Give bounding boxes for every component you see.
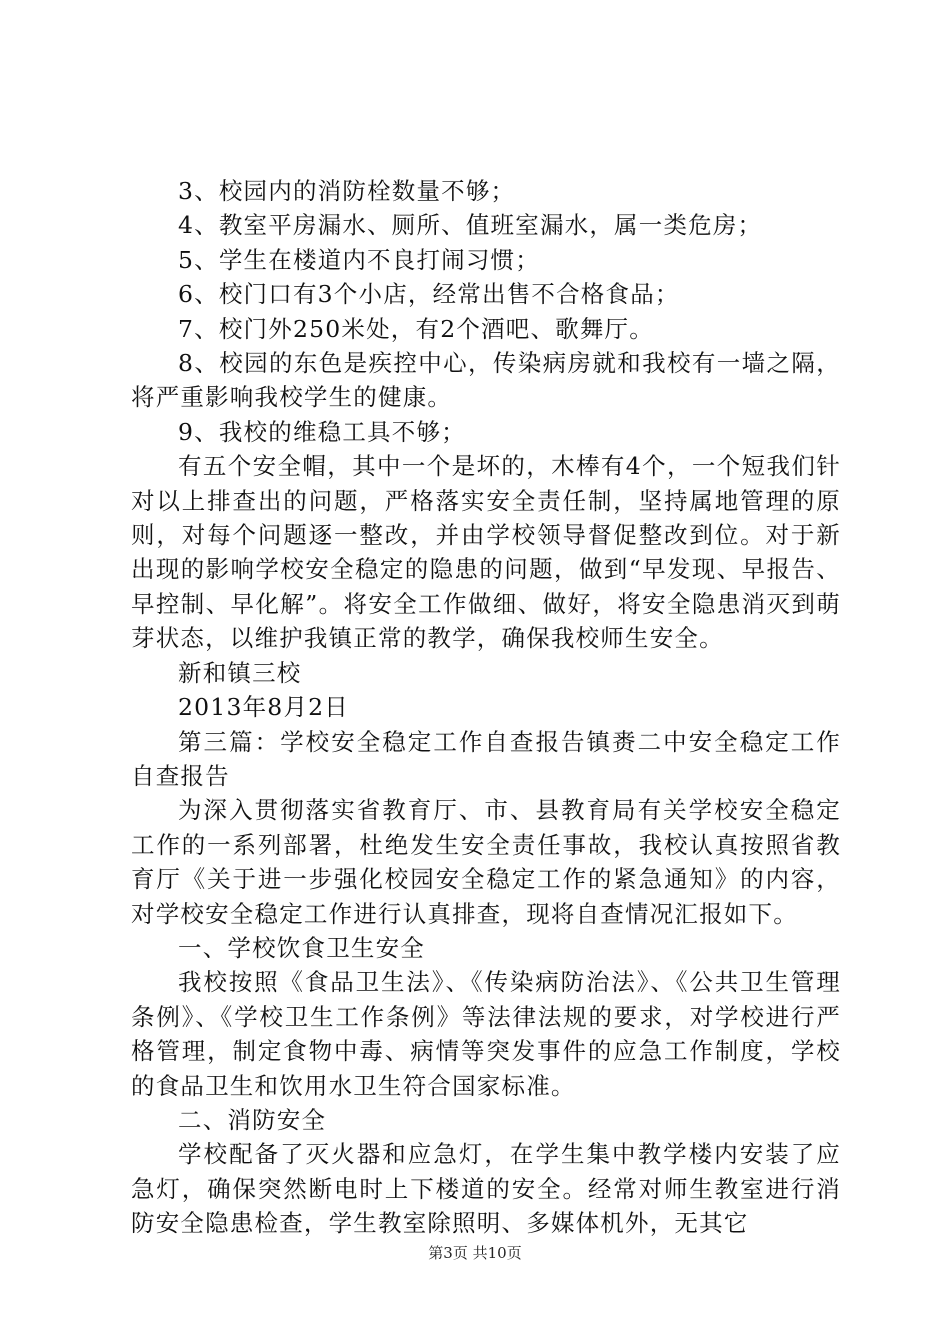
list-item-8: 8、校园的东色是疾控中心，传染病房就和我校有一墙之隔，将严重影响我校学生的健康。 (131, 349, 841, 412)
list-item-3: 3、校园内的消防栓数量不够； (178, 177, 516, 205)
page-number-label: 第3页 共10页 (428, 1244, 522, 1262)
rectification-paragraph: 有五个安全帽，其中一个是坏的，木棒有4个，一个短我们针对以上排查出的问题，严格落实安全责任制，坚持属地管理的原则，对每个问题逐一整改，并由学校领导督促整改到位。对于新出现的影响学校安全稳定的隐患的问题，做到“早发现、早报告、早控制、早化解”。将安全工作做细、做好，将安全隐患消灭到萌芽状态，以维护我镇正常的教学，确保我校师生安全。 (131, 452, 841, 653)
food-safety-paragraph: 我校按照《食品卫生法》、《传染病防治法》、《公共卫生管理条例》、《学校卫生工作条例》等法律法规的要求，对学校进行严格管理，制定食物中毒、病情等突发事件的应急工作制度，学校的食品卫生和饮用水卫生符合国家标准。 (131, 968, 841, 1100)
signature-date: 2013年8月2日 (178, 693, 350, 722)
heading-fire-safety: 二、消防安全 (178, 1105, 327, 1134)
section-title: 第三篇：学校安全稳定工作自查报告镇赉二中安全稳定工作自查报告 (131, 727, 841, 790)
signature-school: 新和镇三校 (178, 658, 302, 687)
intro-paragraph: 为深入贯彻落实省教育厅、市、县教育局有关学校安全稳定工作的一系列部署，杜绝发生安全责任事故，我校认真按照省教育厅《关于进一步强化校园安全稳定工作的紧急通知》的内容，对学校安全稳定工作进行认真排查，现将自查情况汇报如下。 (131, 796, 841, 928)
fire-safety-paragraph: 学校配备了灭火器和应急灯，在学生集中教学楼内安装了应急灯，确保突然断电时上下楼道的安全。经常对师生教室进行消防安全隐患检查，学生教室除照明、多媒体机外，无其它 (131, 1140, 841, 1238)
list-item-9: 9、我校的维稳工具不够； (178, 417, 466, 446)
list-item-5: 5、学生在楼道内不良打闹习惯； (178, 245, 540, 274)
list-item-7: 7、校门外250米处，有2个酒吧、歌舞厅。 (178, 314, 654, 343)
list-item-4: 4、教室平房漏水、厕所、值班室漏水，属一类危房； (178, 211, 763, 240)
document-body (131, 174, 841, 1241)
list-item-6: 6、校门口有3个小店，经常出售不合格食品； (178, 280, 680, 309)
heading-food-safety: 一、学校饮食卫生安全 (178, 933, 425, 962)
page-footer (0, 1243, 950, 1263)
